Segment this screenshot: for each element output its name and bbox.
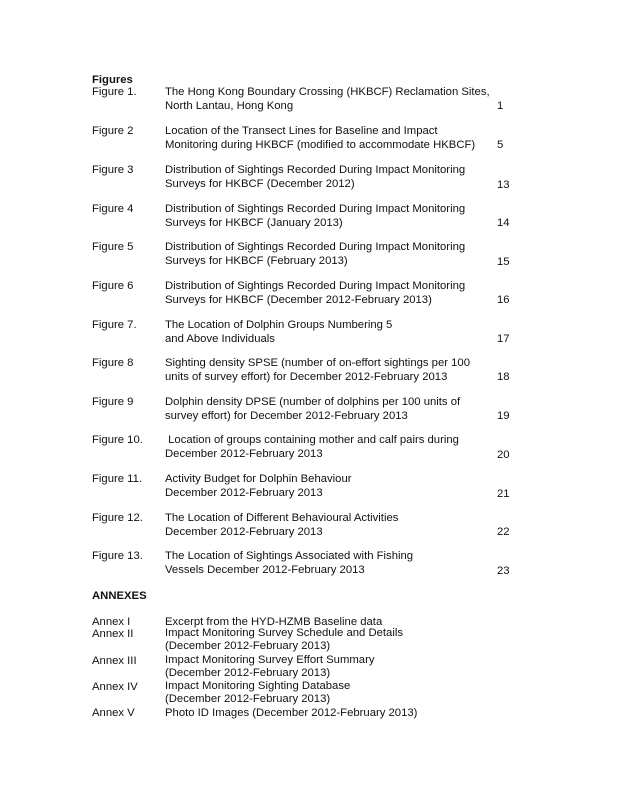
annex-description-line: Impact Monitoring Survey Effort Summary	[165, 654, 375, 666]
figure-label: Figure 11.	[92, 473, 143, 485]
annex-description	[165, 627, 495, 653]
figure-description-line: The Location of Sightings Associated with Fishing	[165, 550, 414, 562]
annex-description	[165, 706, 495, 720]
figure-description	[165, 240, 495, 268]
figure-description	[165, 433, 495, 461]
annex-description-line: Excerpt from the HYD-HZMB Baseline data	[165, 616, 383, 628]
figure-description-line: December 2012-February 2013	[165, 487, 323, 499]
figure-label: Figure 10.	[92, 434, 143, 446]
figure-label: Figure 1.	[92, 86, 137, 98]
figure-description	[165, 318, 495, 346]
figure-description-line: Sighting density SPSE (number of on-effort sightings per 100	[165, 357, 470, 369]
figure-page-number: 18	[497, 371, 510, 383]
figure-label: Figure 4	[92, 203, 134, 215]
figure-description	[165, 472, 495, 500]
figure-description	[165, 85, 495, 113]
figure-page-number: 23	[497, 565, 510, 577]
annex-description-line: (December 2012-February 2013)	[165, 693, 331, 705]
figure-description-line: units of survey effort) for December 2012-February 2013	[165, 371, 448, 383]
figure-description	[165, 511, 495, 539]
figure-description-line: Location of the Transect Lines for Baseline and Impact	[165, 125, 438, 137]
figure-description-line: The Location of Dolphin Groups Numbering 5	[165, 319, 393, 331]
figure-label: Figure 3	[92, 164, 134, 176]
figure-description-line: December 2012-February 2013	[165, 526, 323, 538]
figure-description-line: Vessels December 2012-February 2013	[165, 564, 365, 576]
figure-description-line: December 2012-February 2013	[165, 448, 323, 460]
annex-label: Annex III	[92, 655, 137, 667]
figures-heading: Figures	[92, 74, 133, 86]
figure-description-line: Distribution of Sightings Recorded During Impact Monitoring	[165, 241, 466, 253]
figure-page-number: 21	[497, 488, 510, 500]
figure-label: Figure 12.	[92, 512, 143, 524]
figure-description-line: Surveys for HKBCF (December 2012)	[165, 178, 355, 190]
figure-description-line: Distribution of Sightings Recorded During Impact Monitoring	[165, 164, 466, 176]
figure-page-number: 1	[497, 100, 504, 112]
figure-page-number: 17	[497, 333, 510, 345]
figure-label: Figure 2	[92, 125, 134, 137]
figure-description	[165, 279, 495, 307]
annex-label: Annex II	[92, 628, 134, 640]
figure-description-line: and Above Individuals	[165, 333, 275, 345]
figure-description-line: survey effort) for December 2012-February 2013	[165, 410, 408, 422]
figure-description	[165, 202, 495, 230]
figure-description-line: Surveys for HKBCF (February 2013)	[165, 255, 348, 267]
figure-description-line: North Lantau, Hong Kong	[165, 100, 294, 112]
figure-page-number: 13	[497, 179, 510, 191]
annex-description-line: Impact Monitoring Sighting Database	[165, 680, 351, 692]
figure-label: Figure 13.	[92, 550, 143, 562]
annex-label: Annex V	[92, 707, 135, 719]
figure-description-line: The Hong Kong Boundary Crossing (HKBCF) Reclamation Sites,	[165, 86, 490, 98]
figure-label: Figure 9	[92, 396, 134, 408]
annex-description-line: Photo ID Images (December 2012-February 2013)	[165, 707, 418, 719]
figure-description-line: Surveys for HKBCF (January 2013)	[165, 217, 343, 229]
figure-page-number: 16	[497, 294, 510, 306]
annex-description-line: Impact Monitoring Survey Schedule and Details	[165, 627, 403, 639]
figure-page-number: 20	[497, 449, 510, 461]
figure-description	[165, 395, 495, 423]
annex-label: Annex I	[92, 616, 131, 628]
figure-page-number: 22	[497, 526, 510, 538]
figure-description	[165, 124, 495, 152]
figure-description-line: The Location of Different Behavioural Activities	[165, 512, 399, 524]
figure-description-line: Location of groups containing mother and calf pairs during	[165, 434, 459, 446]
figure-description-line: Monitoring during HKBCF (modified to accommodate HKBCF)	[165, 139, 476, 151]
figure-description-line: Surveys for HKBCF (December 2012-February 2013)	[165, 294, 432, 306]
figure-label: Figure 8	[92, 357, 134, 369]
figure-description	[165, 356, 495, 384]
annex-description	[165, 654, 495, 680]
figure-label: Figure 6	[92, 280, 134, 292]
figure-description	[165, 549, 495, 577]
figure-page-number: 15	[497, 256, 510, 268]
figure-description-line: Distribution of Sightings Recorded During Impact Monitoring	[165, 203, 466, 215]
figure-label: Figure 5	[92, 241, 134, 253]
figure-label: Figure 7.	[92, 319, 137, 331]
annex-description	[165, 680, 495, 706]
figure-page-number: 5	[497, 139, 504, 151]
figure-page-number: 14	[497, 217, 510, 229]
figure-description-line: Distribution of Sightings Recorded During Impact Monitoring	[165, 280, 466, 292]
figure-description-line: Activity Budget for Dolphin Behaviour	[165, 473, 352, 485]
figure-description-line: Dolphin density DPSE (number of dolphins per 100 units of	[165, 396, 461, 408]
annex-label: Annex IV	[92, 681, 138, 693]
figure-page-number: 19	[497, 410, 510, 422]
figure-description	[165, 163, 495, 191]
annexes-heading: ANNEXES	[92, 590, 147, 602]
annex-description-line: (December 2012-February 2013)	[165, 640, 331, 652]
annex-description-line: (December 2012-February 2013)	[165, 667, 331, 679]
